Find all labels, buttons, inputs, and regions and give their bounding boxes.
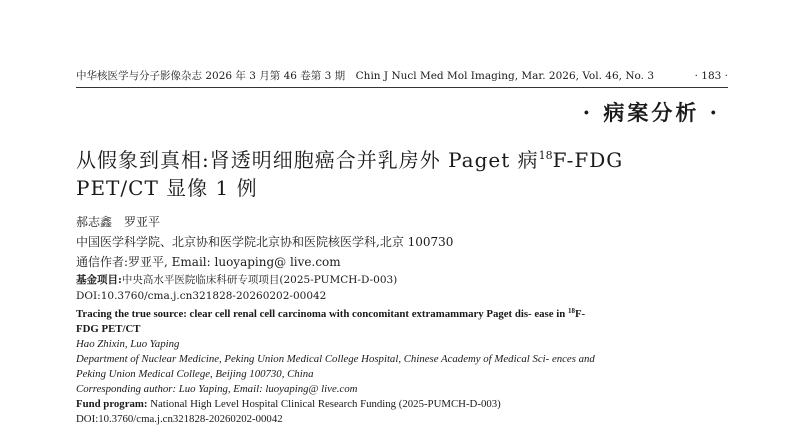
authors-cn: 郝志鑫 罗亚平 — [76, 215, 161, 229]
title-line2: PET/CT 显像 1 例 — [76, 176, 258, 200]
fund-cn — [76, 272, 726, 288]
fund-cn-label: 基金项目: — [76, 274, 122, 286]
fund-en-label: Fund program: — [76, 398, 148, 410]
journal-citation: 中华核医学与分子影像杂志 2026 年 3 月第 46 卷第 3 期 Chin J Nucl Med Mol Imaging, Mar. 2026, Vol. 46, No. 3 — [76, 70, 655, 82]
title-en-part1: Tracing the true source: clear cell renal cell carcinoma with concomitant extramammary Paget dis- ease in — [76, 308, 568, 320]
title-part2: F-FDG — [552, 148, 624, 172]
article-metadata — [76, 212, 726, 427]
title-part1: 从假象到真相:肾透明细胞癌合并乳房外 Paget 病 — [76, 148, 539, 172]
authors-en: Hao Zhixin, Luo Yaping — [76, 338, 180, 350]
article-title-cn — [76, 142, 716, 202]
header-rule — [76, 87, 728, 88]
title-en-part2: F-FDG PET/CT — [76, 308, 586, 335]
fund-en — [76, 397, 726, 412]
doi-en: DOI:10.3760/cma.j.cn321828-20260202-00042 — [76, 413, 283, 425]
affiliation-en: Department of Nuclear Medicine, Peking Union Medical College Hospital, Chinese Academy of Medical Sci- ences and Peking Union Medical College, Beijing 100730, China — [76, 353, 595, 380]
corresponding-author-en: Corresponding author: Luo Yaping, Email: luoyaping@ live.com — [76, 383, 358, 395]
title-en-superscript: 18 — [567, 307, 575, 315]
affiliation-cn: 中国医学科学院、北京协和医学院北京协和医院核医学科,北京 100730 — [76, 235, 454, 249]
title-superscript: 18 — [538, 149, 553, 162]
corresponding-author-cn: 通信作者:罗亚平, Email: luoyaping@ live.com — [76, 255, 341, 269]
fund-en-text: National High Level Hospital Clinical Research Funding (2025-PUMCH-D-003) — [147, 398, 501, 410]
column-tag: · 病案分析 · — [582, 100, 720, 125]
article-title-en — [76, 304, 601, 337]
fund-cn-text: 中央高水平医院临床科研专项项目(2025-PUMCH-D-003) — [121, 274, 398, 286]
page-number: · 183 · — [694, 70, 728, 82]
doi-cn: DOI:10.3760/cma.j.cn321828-20260202-00042 — [76, 290, 327, 302]
